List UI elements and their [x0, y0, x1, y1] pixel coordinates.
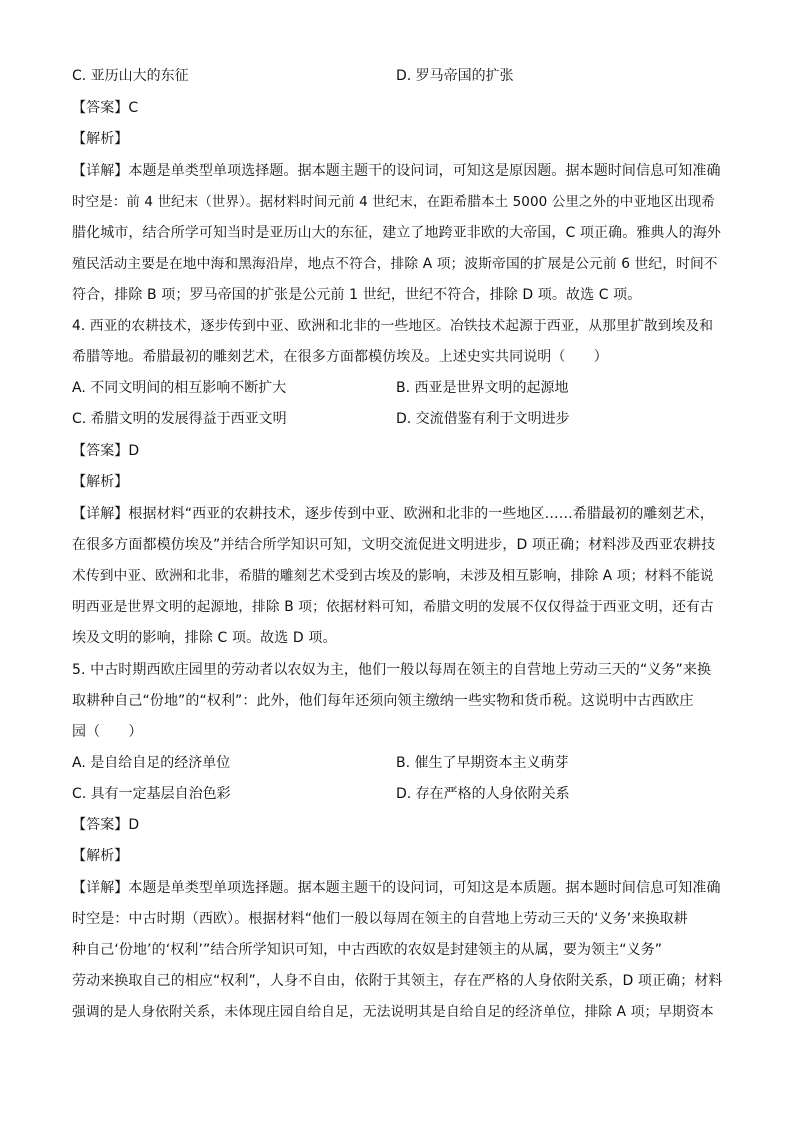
q4-option-d: D. 交流借鉴有利于文明进步	[396, 411, 570, 427]
q4-option-a: A. 不同文明间的相互影响不断扩大	[72, 380, 287, 396]
q3-analysis-label: 【解析】	[72, 131, 129, 147]
q3-options-row-cd	[72, 66, 724, 86]
q5-detail-line: 劳动来换取自己的相应“权利”，人身不自由，依附于其领主，存在严格的人身依附关系，D 项正确；材料	[72, 973, 723, 989]
q3-detail-line: 殖民活动主要是在地中海和黑海沿岸，地点不符合，排除 A 项；波斯帝国的扩展是公元前 6 世纪，时间不	[72, 256, 718, 272]
q4-detail-line: 埃及文明的影响，排除 C 项。故选 D 项。	[72, 630, 337, 646]
q5-detail-line: 时空是：中古时期（西欧）。根据材料“他们一般以每周在领主的自营地上劳动三天的‘义务’来换取耕	[72, 911, 688, 927]
q5-options-row-ab	[72, 753, 724, 773]
q5-answer: 【答案】D	[72, 817, 140, 833]
q3-option-d: D. 罗马帝国的扩张	[396, 68, 514, 84]
q5-stem-line: 5. 中古时期西欧庄园里的劳动者以农奴为主，他们一般以每周在领主的自营地上劳动三天的“义务”来换	[72, 662, 712, 678]
q4-detail-line: 在很多方面都模仿埃及”并结合所学知识可知，文明交流促进文明进步，D 项正确；材料涉及西亚农耕技	[72, 537, 716, 553]
q3-detail-line: 时空是：前 4 世纪末（世界）。据材料时间元前 4 世纪末，在距希腊本土 5000 公里之外的中亚地区出现希	[72, 194, 715, 210]
q3-detail-line: 符合，排除 B 项；罗马帝国的扩张是公元前 1 世纪，世纪不符合，排除 D 项。故选 C 项。	[72, 287, 642, 303]
q4-options-row-ab	[72, 378, 724, 398]
q4-stem-line: 4. 西亚的农耕技术，逐步传到中亚、欧洲和北非的一些地区。冶铁技术起源于西亚，从那里扩散到埃及和	[72, 318, 714, 334]
q3-detail-line: 腊化城市，结合所学可知当时是亚历山大的东征，建立了地跨亚非欧的大帝国，C 项正确。雅典人的海外	[72, 225, 721, 241]
q5-detail-line: 【详解】本题是单类型单项选择题。据本题主题干的设问词，可知这是本质题。据本题时间信息可知准确	[72, 880, 721, 896]
q3-option-c: C. 亚历山大的东征	[72, 68, 189, 84]
q4-stem-line: 希腊等地。希腊最初的雕刻艺术，在很多方面都模仿埃及。上述史实共同说明（ ）	[72, 349, 608, 365]
q4-option-c: C. 希腊文明的发展得益于西亚文明	[72, 411, 287, 427]
q5-analysis-label: 【解析】	[72, 848, 129, 864]
q5-options-row-cd	[72, 784, 724, 804]
q5-stem-line: 园（ ）	[72, 724, 143, 740]
q4-options-row-cd	[72, 409, 724, 429]
q4-detail-line: 【详解】根据材料“西亚的农耕技术，逐步传到中亚、欧洲和北非的一些地区……希腊最初的雕刻艺术，	[72, 506, 714, 522]
q5-option-b: B. 催生了早期资本主义萌芽	[396, 755, 569, 771]
q4-detail-line: 明西亚是世界文明的起源地，排除 B 项；依据材料可知，希腊文明的发展不仅仅得益于西亚文明，还有古	[72, 599, 714, 615]
q5-option-a: A. 是自给自足的经济单位	[72, 755, 231, 771]
q5-option-c: C. 具有一定基层自治色彩	[72, 786, 231, 802]
q5-detail-line: 强调的是人身依附关系，未体现庄园自给自足，无法说明其是自给自足的经济单位，排除 A 项；早期资本	[72, 1004, 714, 1020]
q5-detail-line: 种自己‘份地’的‘权利’”结合所学知识可知，中古西欧的农奴是封建领主的从属，要为领主“义务”	[72, 942, 663, 958]
q5-option-d: D. 存在严格的人身依附关系	[396, 786, 570, 802]
q4-detail-line: 术传到中亚、欧洲和北非，希腊的雕刻艺术受到古埃及的影响，未涉及相互影响，排除 A 项；材料不能说	[72, 568, 714, 584]
q4-option-b: B. 西亚是世界文明的起源地	[396, 380, 569, 396]
q5-stem-line: 取耕种自己“份地”的“权利”：此外，他们每年还须向领主缴纳一些实物和货币税。这说明中古西欧庄	[72, 693, 694, 709]
q4-analysis-label: 【解析】	[72, 474, 129, 490]
q3-detail-line: 【详解】本题是单类型单项选择题。据本题主题干的设问词，可知这是原因题。据本题时间信息可知准确	[72, 163, 721, 179]
q4-answer: 【答案】D	[72, 443, 140, 459]
q3-answer: 【答案】C	[72, 100, 139, 116]
